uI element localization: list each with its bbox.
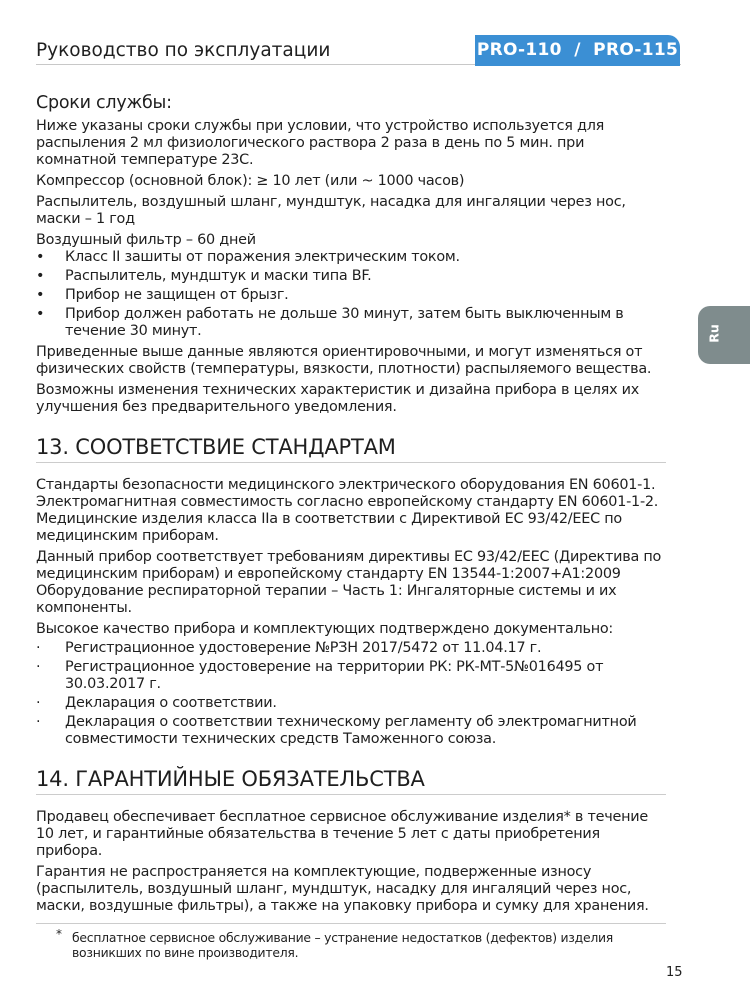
standards-paragraph-3: Высокое качество прибора и комплектующих подтверждено документально: (36, 621, 614, 637)
bullet-mark: · (36, 640, 41, 656)
footnote-divider (36, 923, 666, 924)
service-life-note-1: Приведенные выше данные являются ориентировочными, и могут изменяться от физических свойств (температуры, вязкости, плотности) распыляемого вещества. (36, 344, 652, 377)
list-item (36, 287, 666, 304)
service-life-bullets (36, 249, 666, 340)
bullet-mark: • (36, 268, 45, 284)
page-header-title: Руководство по эксплуатации (36, 40, 331, 61)
service-life-intro: Ниже указаны сроки службы при условии, что устройство используется для распыления 2 мл физиологического раствора 2 раза в день по 5 мин. при комнатной температуре 23С. (36, 118, 605, 168)
list-item (36, 268, 666, 285)
footnote-mark: * (56, 927, 62, 941)
service-life-heading: Сроки службы: (36, 93, 172, 113)
list-item-text: Распылитель, мундштук и маски типа BF. (65, 268, 372, 284)
standards-paragraph-1: Стандарты безопасности медицинского электрического оборудования EN 60601-1. Электромагнитная совместимость согласно европейскому стандарту EN 60601-1-2. Медицинские изделия класса IIa в соответствии с Директивой EC 93/42/EEC по медицинским приборам. (36, 477, 659, 544)
footnote-text: бесплатное сервисное обслуживание – устранение недостатков (дефектов) изделия возникших по вине производителя. (72, 930, 613, 960)
standards-paragraph-2: Данный прибор соответствует требованиям директивы EC 93/42/EEC (Директива по медицинским приборам) и европейскому стандарту EN 13544-1:2007+A1:2009 Оборудование респираторной терапии – Часть 1: Ингаляторные системы и их компоненты. (36, 549, 662, 616)
standards-bullets (36, 640, 666, 748)
list-item (36, 640, 666, 657)
list-item-text: Регистрационное удостоверение №РЗН 2017/5472 от 11.04.17 г. (65, 640, 542, 656)
bullet-mark: • (36, 287, 45, 303)
bullet-mark: • (36, 306, 45, 322)
warranty-paragraph-1: Продавец обеспечивает бесплатное сервисное обслуживание изделия* в течение 10 лет, и гарантийные обязательства в течение 5 лет с даты приобретения прибора. (36, 809, 648, 859)
service-life-note-2: Возможны изменения технических характеристик и дизайна прибора в целях их улучшения без предварительного уведомления. (36, 382, 640, 415)
bullet-mark: · (36, 659, 41, 675)
service-life-nebulizer: Распылитель, воздушный шланг, мундштук, насадка для ингаляции через нос, маски – 1 год (36, 194, 626, 227)
model-badge: PRO-110 / PRO-115 (475, 35, 680, 66)
page-number: 15 (666, 965, 683, 980)
list-item (36, 695, 666, 712)
list-item (36, 249, 666, 266)
footnote (36, 927, 666, 960)
bullet-mark: • (36, 249, 45, 265)
section-14-heading: 14. ГАРАНТИЙНЫЕ ОБЯЗАТЕЛЬСТВА (36, 766, 666, 795)
list-item (36, 714, 666, 748)
service-life-filter: Воздушный фильтр – 60 дней (36, 232, 256, 248)
language-tab (698, 306, 750, 364)
bullet-mark: · (36, 695, 41, 711)
list-item-text: Декларация о соответствии техническому регламенту об электромагнитной совместимости технических средств Таможенного союза. (65, 714, 637, 747)
list-item (36, 659, 666, 693)
list-item-text: Класс II зашиты от поражения электрическим током. (65, 249, 460, 265)
list-item-text: Декларация о соответствии. (65, 695, 277, 711)
section-13-heading: 13. СООТВЕТСТВИЕ СТАНДАРТАМ (36, 434, 666, 463)
list-item-text: Регистрационное удостоверение на территории РК: РК-МТ-5№016495 от 30.03.2017 г. (65, 659, 604, 692)
service-life-compressor: Компрессор (основной блок): ≥ 10 лет (или ~ 1000 часов) (36, 173, 465, 189)
warranty-paragraph-2: Гарантия не распространяется на комплектующие, подверженные износу (распылитель, воздушный шланг, мундштук, насадку для ингаляций через нос, маски, воздушные фильтры), а также на упаковку прибора и сумку для хранения. (36, 864, 649, 914)
list-item-text: Прибор должен работать не дольше 30 минут, затем быть выключенным в течение 30 минут. (65, 306, 624, 339)
language-tab-label: Ru (706, 324, 722, 343)
bullet-mark: · (36, 714, 41, 730)
list-item (36, 306, 666, 340)
page-content (36, 92, 666, 960)
list-item-text: Прибор не защищен от брызг. (65, 287, 289, 303)
